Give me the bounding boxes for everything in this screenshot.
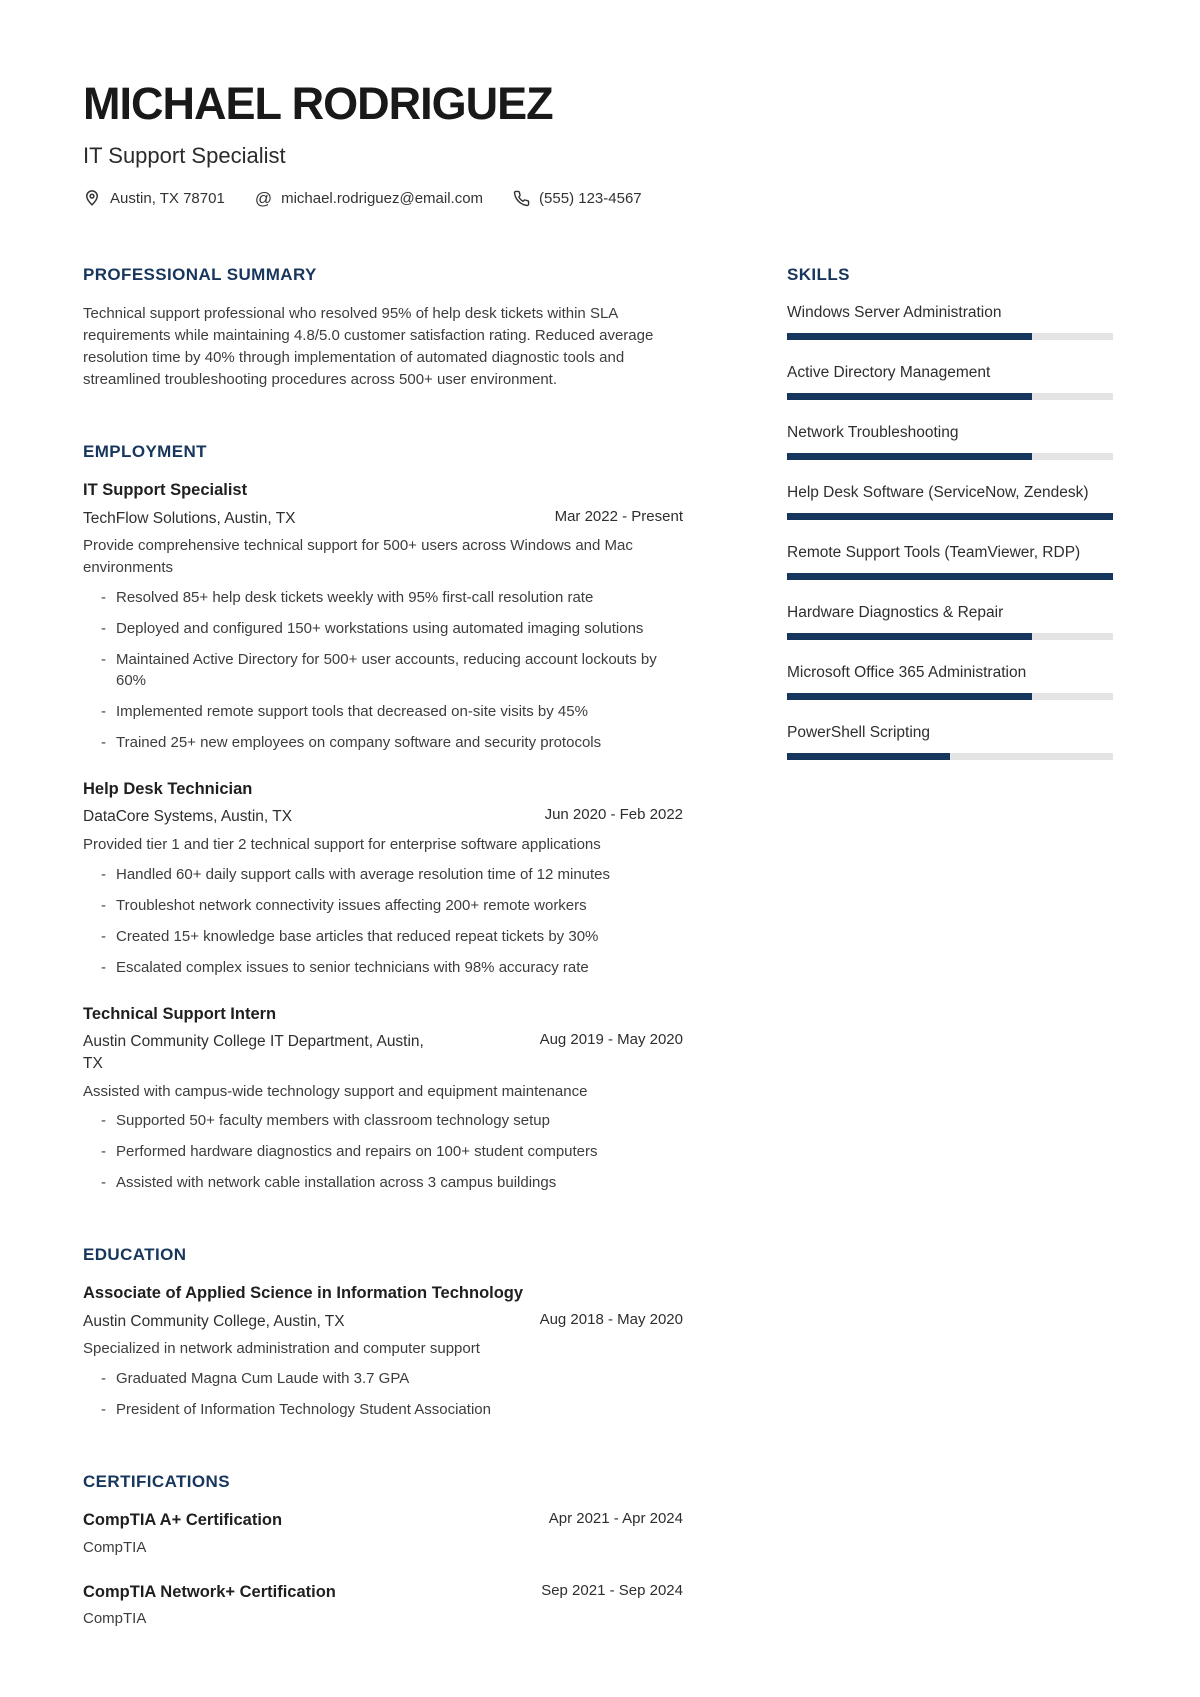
skill-label: PowerShell Scripting bbox=[787, 723, 931, 741]
skill-item bbox=[787, 723, 1113, 760]
job-entry bbox=[83, 1004, 683, 1194]
job-company: TechFlow Solutions, Austin, TX bbox=[83, 509, 296, 527]
certifications-heading: CERTIFICATIONS bbox=[83, 1472, 230, 1492]
education-bullet-text: - Graduated Magna Cum Laude with 3.7 GPA bbox=[116, 1370, 410, 1388]
job-bullet-text: - Created 15+ knowledge base articles that reduced repeat tickets by 30% bbox=[116, 927, 599, 945]
skill-progress-track bbox=[787, 753, 1113, 760]
certification-entry bbox=[83, 1582, 683, 1627]
job-bullet-text: - Performed hardware diagnostics and repairs on 100+ student computers bbox=[116, 1143, 598, 1161]
job-bullet-text: - Assisted with network cable installation across 3 campus buildings bbox=[116, 1174, 557, 1192]
education-bullet bbox=[101, 1399, 683, 1420]
job-bullet bbox=[101, 701, 683, 722]
skill-progress-fill bbox=[787, 333, 1032, 340]
skill-item bbox=[787, 603, 1113, 640]
skill-progress-track bbox=[787, 693, 1113, 700]
person-job-title: IT Support Specialist bbox=[83, 143, 286, 169]
degree-title: Associate of Applied Science in Information Technology bbox=[83, 1284, 524, 1303]
skill-label: Hardware Diagnostics & Repair bbox=[787, 603, 1004, 621]
certification-title: CompTIA A+ Certification bbox=[83, 1511, 283, 1530]
job-dates: Jun 2020 - Feb 2022 bbox=[544, 806, 683, 824]
certification-title: CompTIA Network+ Certification bbox=[83, 1582, 336, 1601]
job-bullet bbox=[101, 649, 683, 691]
job-bullet bbox=[101, 732, 683, 753]
skill-progress-track bbox=[787, 453, 1113, 460]
person-name: MICHAEL RODRIGUEZ bbox=[83, 78, 553, 129]
email-at-icon: @ bbox=[254, 188, 273, 208]
certification-issuer: CompTIA bbox=[83, 1610, 147, 1628]
contact-email-text: michael.rodriguez@email.com bbox=[281, 189, 484, 207]
contact-location bbox=[83, 189, 225, 207]
certification-meta-row bbox=[83, 1510, 683, 1531]
job-title: Technical Support Intern bbox=[83, 1004, 277, 1023]
certification-entry bbox=[83, 1510, 683, 1555]
skill-progress-track bbox=[787, 333, 1113, 340]
certification-list bbox=[83, 1510, 683, 1627]
education-bullets bbox=[83, 1368, 683, 1420]
summary-text: Technical support professional who resolved 95% of help desk tickets within SLA requirements while maintaining 4.8/5.0 customer satisfaction rating. Reduced average resolution time by 40% through implementation of automated diagnostic tools and streamlined troubleshooting procedures across 500+ user environment. bbox=[83, 305, 654, 388]
skill-progress-fill bbox=[787, 693, 1032, 700]
skill-list bbox=[787, 303, 1113, 759]
education-dates: Aug 2018 - May 2020 bbox=[539, 1310, 683, 1328]
skill-label: Help Desk Software (ServiceNow, Zendesk) bbox=[787, 484, 1089, 502]
job-company: DataCore Systems, Austin, TX bbox=[83, 808, 293, 826]
section-education bbox=[83, 1245, 683, 1420]
contact-email bbox=[255, 190, 483, 207]
job-bullet-text: - Handled 60+ daily support calls with average resolution time of 12 minutes bbox=[116, 865, 611, 883]
education-bullet bbox=[101, 1368, 683, 1389]
section-employment bbox=[83, 442, 683, 1193]
certification-dates: Apr 2021 - Apr 2024 bbox=[548, 1510, 683, 1528]
job-bullet bbox=[101, 618, 683, 639]
education-school: Austin Community College, Austin, TX bbox=[83, 1312, 345, 1330]
job-bullet bbox=[101, 864, 683, 885]
skill-progress-track bbox=[787, 573, 1113, 580]
skill-progress-fill bbox=[787, 513, 1113, 520]
skill-progress-fill bbox=[787, 453, 1032, 460]
location-pin-icon bbox=[83, 189, 101, 207]
certification-meta-row bbox=[83, 1582, 683, 1603]
job-bullets bbox=[83, 587, 683, 753]
contact-row bbox=[83, 189, 1112, 207]
skill-progress-track bbox=[787, 393, 1113, 400]
job-bullet-text: - Deployed and configured 150+ workstations using automated imaging solutions bbox=[116, 619, 644, 637]
job-title: Help Desk Technician bbox=[83, 779, 253, 798]
job-bullet-text: - Supported 50+ faculty members with classroom technology setup bbox=[116, 1112, 550, 1130]
skill-label: Windows Server Administration bbox=[787, 304, 1002, 322]
contact-phone-text: (555) 123-4567 bbox=[539, 189, 642, 207]
job-bullet-text: - Implemented remote support tools that decreased on-site visits by 45% bbox=[116, 702, 588, 720]
job-bullet bbox=[101, 957, 683, 978]
job-bullet bbox=[101, 587, 683, 608]
education-entry bbox=[83, 1283, 683, 1420]
sidebar-column bbox=[787, 265, 1113, 1627]
summary-heading: PROFESSIONAL SUMMARY bbox=[83, 265, 317, 285]
resume-header bbox=[83, 80, 1112, 207]
job-bullets bbox=[83, 864, 683, 978]
job-description: Assisted with campus-wide technology support and equipment maintenance bbox=[83, 1082, 588, 1100]
skill-progress-track bbox=[787, 513, 1113, 520]
education-bullet-text: - President of Information Technology Student Association bbox=[116, 1401, 491, 1419]
skill-item bbox=[787, 303, 1113, 340]
section-skills bbox=[787, 265, 1113, 759]
job-list bbox=[83, 480, 683, 1193]
job-bullet-text: - Maintained Active Directory for 500+ user accounts, reducing account lockouts by 60% bbox=[116, 650, 657, 689]
job-bullet-text: - Trained 25+ new employees on company software and security protocols bbox=[116, 733, 602, 751]
phone-icon bbox=[513, 190, 530, 207]
main-column bbox=[83, 265, 683, 1627]
job-title: IT Support Specialist bbox=[83, 481, 248, 500]
resume-body bbox=[83, 265, 1112, 1627]
job-bullet-text: - Resolved 85+ help desk tickets weekly with 95% first-call resolution rate bbox=[116, 588, 594, 606]
skill-item bbox=[787, 483, 1113, 520]
job-dates: Mar 2022 - Present bbox=[554, 507, 683, 525]
job-entry bbox=[83, 779, 683, 978]
job-bullets bbox=[83, 1110, 683, 1193]
education-heading: EDUCATION bbox=[83, 1245, 187, 1265]
education-description: Specialized in network administration and computer support bbox=[83, 1340, 480, 1358]
job-meta-row bbox=[83, 806, 683, 828]
certification-dates: Sep 2021 - Sep 2024 bbox=[541, 1581, 683, 1599]
job-bullet bbox=[101, 895, 683, 916]
job-entry bbox=[83, 480, 683, 753]
job-bullet bbox=[101, 1172, 683, 1193]
education-meta-row bbox=[83, 1311, 683, 1333]
skill-progress-fill bbox=[787, 633, 1032, 640]
skill-item bbox=[787, 363, 1113, 400]
skill-item bbox=[787, 543, 1113, 580]
section-professional-summary bbox=[83, 265, 683, 390]
certification-issuer: CompTIA bbox=[83, 1538, 147, 1556]
skill-progress-fill bbox=[787, 753, 950, 760]
skill-label: Microsoft Office 365 Administration bbox=[787, 663, 1027, 681]
job-description: Provide comprehensive technical support for 500+ users across Windows and Mac environments bbox=[83, 537, 633, 577]
contact-location-text: Austin, TX 78701 bbox=[110, 189, 225, 207]
job-bullet-text: - Troubleshot network connectivity issues affecting 200+ remote workers bbox=[116, 896, 587, 914]
job-bullet bbox=[101, 1110, 683, 1131]
job-company: Austin Community College IT Department, Austin, TX bbox=[83, 1033, 424, 1072]
skill-progress-fill bbox=[787, 573, 1113, 580]
section-certifications bbox=[83, 1472, 683, 1627]
contact-phone bbox=[513, 190, 642, 207]
job-meta-row bbox=[83, 508, 683, 530]
job-dates: Aug 2019 - May 2020 bbox=[539, 1031, 683, 1049]
skills-heading: SKILLS bbox=[787, 265, 850, 285]
skill-label: Active Directory Management bbox=[787, 364, 991, 382]
skill-item bbox=[787, 423, 1113, 460]
job-description: Provided tier 1 and tier 2 technical support for enterprise software applications bbox=[83, 836, 601, 853]
skill-progress-fill bbox=[787, 393, 1032, 400]
skill-label: Network Troubleshooting bbox=[787, 424, 959, 442]
job-bullet-text: - Escalated complex issues to senior technicians with 98% accuracy rate bbox=[116, 958, 589, 976]
job-bullet bbox=[101, 1141, 683, 1162]
job-meta-row bbox=[83, 1031, 683, 1074]
job-bullet bbox=[101, 926, 683, 947]
skill-item bbox=[787, 663, 1113, 700]
skill-label: Remote Support Tools (TeamViewer, RDP) bbox=[787, 543, 1081, 561]
employment-heading: EMPLOYMENT bbox=[83, 442, 207, 462]
skill-progress-track bbox=[787, 633, 1113, 640]
